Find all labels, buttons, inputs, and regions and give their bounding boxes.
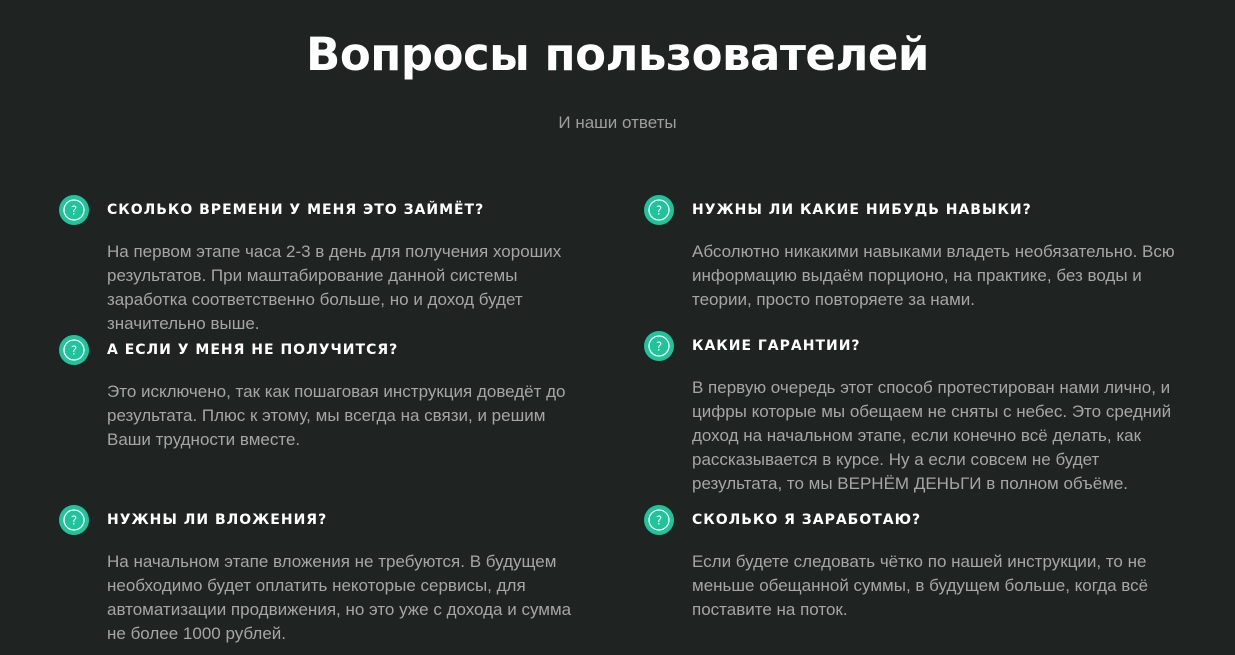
question-circle-icon [59,195,89,225]
faq-question: СКОЛЬКО Я ЗАРАБОТАЮ? [692,512,922,528]
faq-question: НУЖНЫ ЛИ КАКИЕ НИБУДЬ НАВЫКИ? [692,202,1032,218]
svg-text:?: ? [655,513,663,528]
svg-text:?: ? [70,343,78,358]
faq-answer: В первую очередь этот способ протестирован нами лично, и цифры которые мы обещаем не сняты с небес. Это средний доход на начальном этапе, если конечно всё делать, как рассказывается в курсе. Ну а если совсем не будет результата, то мы ВЕРНЁМ ДЕНЬГИ в полном объёме. [692,378,1172,493]
svg-text:?: ? [70,203,78,218]
faq-answer: Это исключено, так как пошаговая инструкция доведёт до результата. Плюс к этому, мы всегда на связи, и решим Ваши трудности вместе. [107,382,566,449]
faq-answer: На начальном этапе вложения не требуются. В будущем необходимо будет оплатить некоторые сервисы, для автоматизации продвижения, но это уже с дохода и сумма не более 1000 рублей. [107,552,572,643]
faq-question: СКОЛЬКО ВРЕМЕНИ У МЕНЯ ЭТО ЗАЙМЁТ? [107,202,485,218]
faq-answer: Если будете следовать чётко по нашей инструкции, то не меньше обещанной суммы, в будущем больше, когда всё поставите на поток. [692,552,1149,619]
question-circle-icon [644,195,674,225]
faq-question: А ЕСЛИ У МЕНЯ НЕ ПОЛУЧИТСЯ? [107,342,399,358]
question-circle-icon [644,331,674,361]
question-circle-icon [59,335,89,365]
svg-text:?: ? [655,339,663,354]
page-title: Вопросы пользователей [306,28,929,81]
svg-text:?: ? [70,513,78,528]
page-subtitle: И наши ответы [558,113,677,132]
faq-answer: На первом этапе часа 2-3 в день для получения хороших результатов. При маштабирование данной системы заработка соответственно больше, но и доход будет значительно выше. [107,242,562,333]
question-circle-icon [644,505,674,535]
faq-answer: Абсолютно никакими навыками владеть необязательно. Всю информацию выдаём порционо, на практике, без воды и теории, просто повторяете за нами. [692,242,1175,309]
faq-question: КАКИЕ ГАРАНТИИ? [692,338,861,354]
svg-text:?: ? [655,203,663,218]
question-circle-icon [59,505,89,535]
faq-question: НУЖНЫ ЛИ ВЛОЖЕНИЯ? [107,512,328,528]
